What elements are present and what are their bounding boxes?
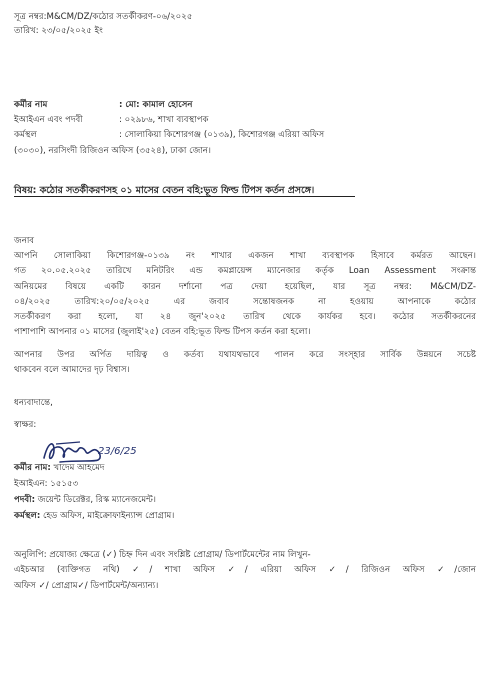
signer-designation-label: পদবী:: [14, 495, 36, 505]
employee-workplace-value-cont: (৩০৩০), নরসিংদী রিজিওন অফিস (৩৫২৪), ঢাকা জোন।: [14, 146, 211, 156]
body-line: সতর্কীকরণ করা হলো, যা ২৪ জুন'২০২৫ তারিখ থেকে কার্যকর হবে। কঠোর সতর্কীকরনের: [14, 312, 476, 323]
salutation: জনাব: [14, 236, 35, 246]
body-line: আপনি সোলাকিয়া কিশোরগঞ্জ-০১৩৯ নং শাখার একজন শাখা ব্যবস্থাপক হিসাবে কর্মরত আছেন।: [14, 251, 476, 261]
employee-id-value: : ০২৯৮৬, শাখা ব্যবস্থাপক: [119, 115, 209, 125]
body-line: ০৪/২০২৫ তারিখ:২০/০৫/২০২৫ এর জবাব সন্তোষজনক না হওয়ায় আপনাকে কঠোর: [14, 296, 476, 307]
copy-distribution: [14, 548, 476, 594]
employee-id-label: ইআইএন এবং পদবী: [14, 115, 83, 125]
employee-workplace-value: : সোলাকিয়া কিশোরগঞ্জ (০১৩৯), কিশোরগঞ্জ এরিয়া অফিস: [119, 130, 325, 140]
signature-date: 23/6/25: [98, 446, 137, 457]
reference-number: সূত্র নম্বর:M&CM/DZ/কঠোর সতর্কীকরণ-০৬/২০২৫: [14, 12, 193, 22]
signer-workplace-value: হেড অফিস, মাইক্রোফাইন্যান্স প্রোগ্রাম।: [43, 511, 175, 521]
signer-designation-value: জয়েন্ট ডিরেক্টর, রিস্ক ম্যানেজমেন্ট।: [37, 495, 156, 505]
closing-thanks: ধন্যবাদান্তে,: [14, 398, 53, 408]
employee-workplace-label: কর্মস্থল: [14, 130, 37, 140]
subject-line: বিষয়: কঠোর সতর্কীকরণসহ ০১ মাসের বেতন বহি:ভূত ফিল্ড টিপস কর্তন প্রসঙ্গে।: [14, 185, 315, 196]
signer-workplace: [14, 511, 174, 522]
body-paragraph-2: [14, 348, 476, 379]
signer-name-value: খাদেম আহমেদ: [53, 463, 105, 473]
subject-underline: [14, 196, 355, 197]
body-line: থাকবেন বলে আমাদের দৃঢ় বিশ্বাস।: [14, 365, 130, 376]
copy-line: এইচআর (ব্যক্তিগত নথি) ✓/ শাখা অফিস ✓/ এরিয়া অফিস ✓/ রিজিওন অফিস ✓/জোন: [14, 565, 476, 576]
employee-name-label: কর্মীর নাম: [14, 100, 48, 110]
copy-line: অফিস ✓/ প্রোগ্রাম✓/ ডিপার্টমেন্ট/অন্যান্য।: [14, 580, 159, 591]
copy-line: অনুলিপি: প্রযোজ্য ক্ষেত্রে (✓) চিহ্ন দিন এবং সংশ্লিষ্ট প্রোগ্রাম/ ডিপার্টমেন্টের নাম লিখুন-: [14, 550, 311, 560]
body-paragraph-1: [14, 249, 476, 341]
signer-ein: ইআইএন: ১৫১৫৩: [14, 479, 79, 489]
reference-date: তারিখ: ২৩/০৫/২০২৫ ইং: [14, 26, 103, 36]
signature-label: স্বাক্ষর:: [14, 420, 37, 430]
body-line: গত ২০.০৫.২০২৫ তারিখে মনিটরিং এন্ড কমপ্লায়েন্স ম্যানেজার কর্তৃক Loan Assessment সংক্রান্ত: [14, 266, 476, 277]
body-line: অনিয়মের বিষয়ে একটি কারন দর্শানো পত্র দেয়া হয়েছিল, যার সূত্র নম্বর: M&CM/DZ-: [14, 281, 476, 292]
signer-designation: [14, 495, 156, 506]
body-line: পাশাপাশি আপনার ০১ মাসের (জুলাই'২৫) বেতন বহি:ভূত ফিল্ড টিপস কর্তন করা হলো।: [14, 327, 311, 338]
employee-name-value: : মো: কামাল হোসেন: [119, 100, 193, 110]
signer-workplace-label: কর্মস্থল:: [14, 511, 41, 521]
signer-name-label: কর্মীর নাম:: [14, 463, 51, 473]
signer-name: [14, 463, 104, 474]
body-line: আপনার উপর অর্পিত দায়িত্ব ও কর্তব্য যথাযথভাবে পালন করে সংস্হার সার্বিক উন্নয়নে সচেষ্ট: [14, 350, 476, 360]
